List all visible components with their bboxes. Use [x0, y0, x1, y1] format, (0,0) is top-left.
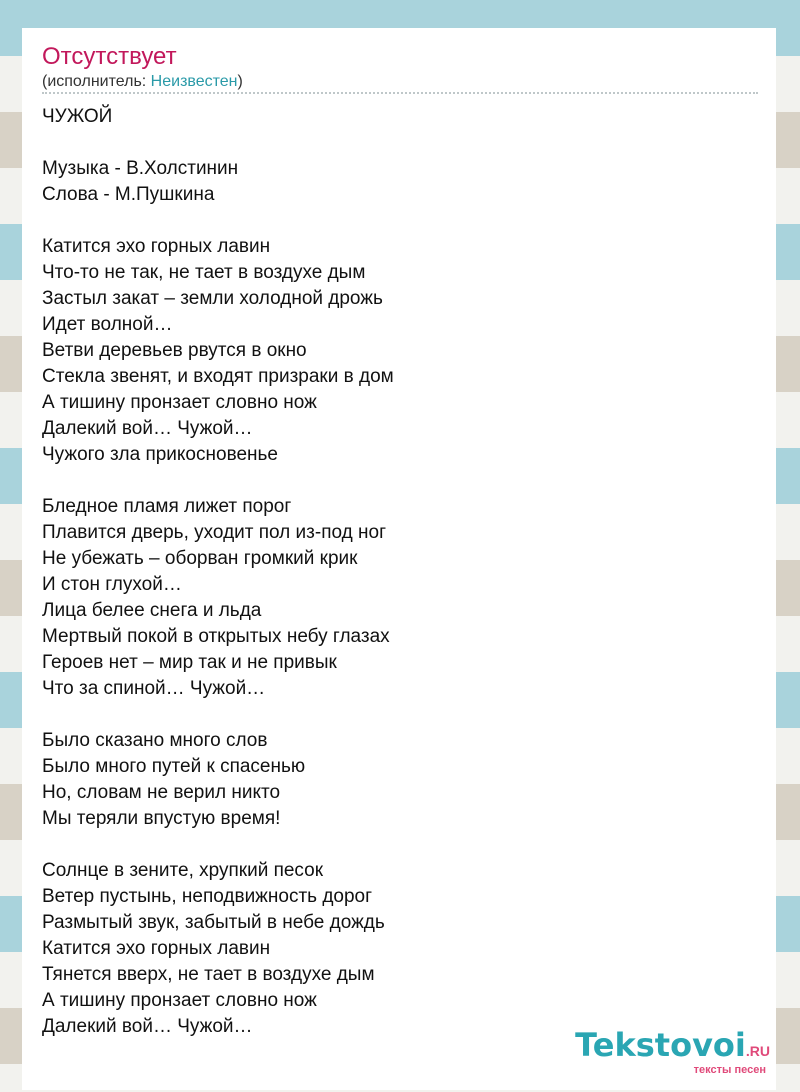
lyric-line: Далекий вой… Чужой…	[42, 1016, 253, 1037]
stanza-break	[42, 130, 394, 156]
stanza-break	[42, 832, 394, 858]
lyric-line: Музыка - В.Холстинин	[42, 158, 239, 179]
lyric-line: Катится эхо горных лавин	[42, 938, 271, 959]
lyric-line: И стон глухой…	[42, 574, 182, 595]
lyric-line: А тишину пронзает словно нож	[42, 392, 317, 413]
logo-tagline: тексты песен	[693, 1064, 766, 1076]
lyric-line: А тишину пронзает словно нож	[42, 990, 317, 1011]
song-title: Отсутствует	[42, 43, 177, 70]
lyric-line: Что за спиной… Чужой…	[42, 678, 266, 699]
lyric-line: Было сказано много слов	[42, 730, 268, 751]
lyric-line: Тянется вверх, не тает в воздухе дым	[42, 964, 375, 985]
lyric-line: Далекий вой… Чужой…	[42, 418, 253, 439]
artist-line	[42, 72, 243, 92]
lyric-line: ЧУЖОЙ	[42, 106, 113, 127]
artist-suffix: )	[237, 73, 243, 90]
artist-link[interactable]: Неизвестен	[150, 73, 238, 90]
lyrics-text	[42, 104, 394, 1040]
stanza-break	[42, 208, 394, 234]
lyric-line: Ветер пустынь, неподвижность дорог	[42, 886, 373, 907]
lyric-line: Мертвый покой в открытых небу глазах	[42, 626, 390, 647]
lyric-line: Слова - М.Пушкина	[42, 184, 215, 205]
lyric-line: Идет волной…	[42, 314, 173, 335]
lyric-line: Бледное пламя лижет порог	[42, 496, 292, 517]
stanza-break	[42, 702, 394, 728]
lyric-line: Размытый звук, забытый в небе дождь	[42, 912, 385, 933]
lyric-line: Было много путей к спасенью	[42, 756, 306, 777]
lyric-line: Героев нет – мир так и не привык	[42, 652, 337, 673]
lyric-line: Ветви деревьев рвутся в окно	[42, 340, 307, 361]
logo-domain: .RU	[745, 1043, 770, 1059]
lyric-line: Не убежать – оборван громкий крик	[42, 548, 358, 569]
lyric-line: Но, словам не верил никто	[42, 782, 281, 803]
lyric-line: Плавится дверь, уходит пол из-под ног	[42, 522, 386, 543]
artist-prefix: (исполнитель:	[42, 73, 151, 90]
header-divider	[42, 92, 758, 94]
lyric-line: Чужого зла прикосновенье	[42, 444, 278, 465]
lyric-line: Солнце в зените, хрупкий песок	[42, 860, 324, 881]
site-logo[interactable]	[575, 1028, 770, 1076]
lyric-line: Катится эхо горных лавин	[42, 236, 271, 257]
lyric-line: Что-то не так, не тает в воздухе дым	[42, 262, 366, 283]
lyric-line: Мы теряли впустую время!	[42, 808, 281, 829]
lyrics-card	[22, 28, 776, 1090]
lyric-line: Застыл закат – земли холодной дрожь	[42, 288, 383, 309]
logo-name: Tekstovoi	[575, 1026, 746, 1064]
lyric-line: Стекла звенят, и входят призраки в дом	[42, 366, 394, 387]
stanza-break	[42, 468, 394, 494]
lyric-line: Лица белее снега и льда	[42, 600, 262, 621]
